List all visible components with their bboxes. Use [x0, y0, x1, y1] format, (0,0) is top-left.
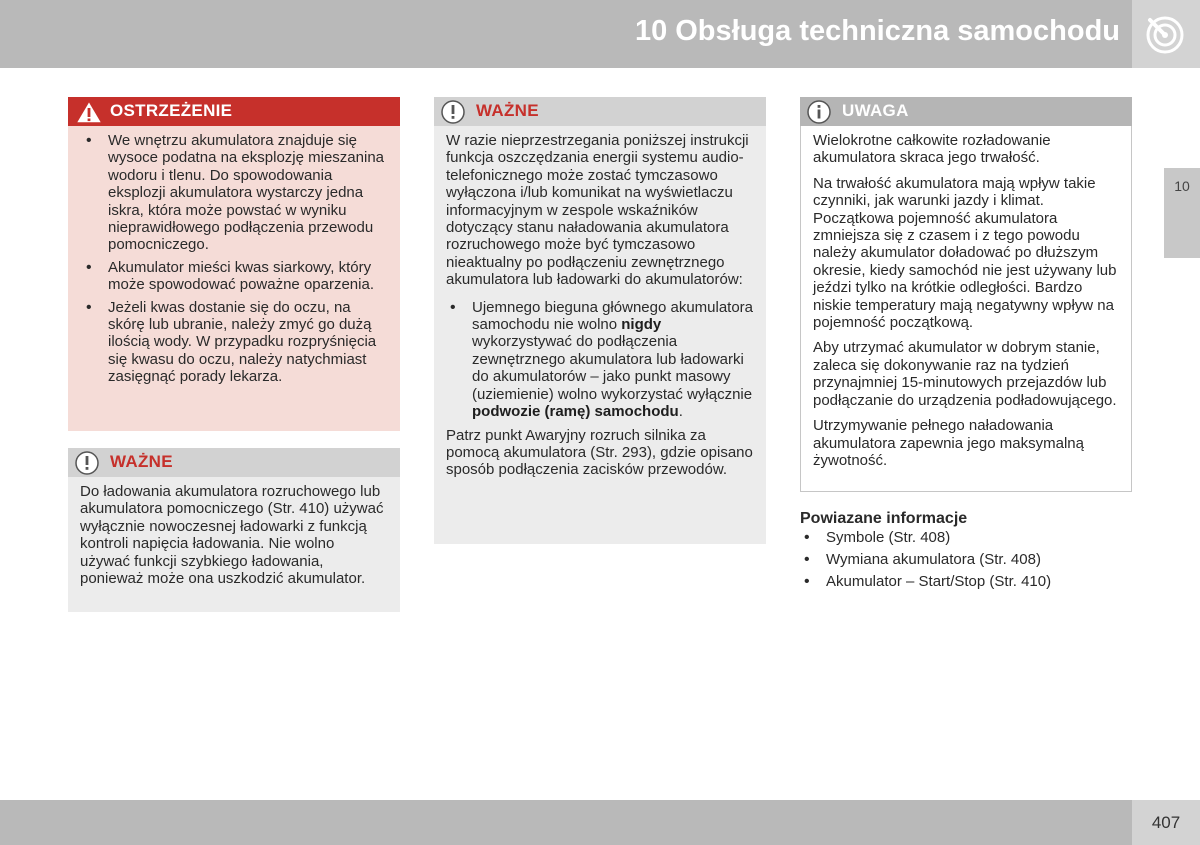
important-label: WAŻNE [110, 452, 173, 471]
related-info-title: Powiazane informacje [800, 510, 968, 527]
warning-item: • Jeżeli kwas dostanie się do oczu, na skórę lub ubranie, należy zmyć go dużą ilością wody. W przypadku rozpryśnięcia się kwasu do oczu, należy natychmiast zasięgnąć porady lekarza. [82, 299, 386, 386]
warning-label: OSTRZEŻENIE [110, 101, 233, 120]
header-icon-box [1132, 0, 1200, 68]
important-box-middle-body [434, 126, 766, 544]
chapter-title: 10 Obsługa techniczna samochodu [634, 15, 1120, 47]
bullet-bold-part: podwozie (ramę) samochodu [472, 403, 679, 421]
warning-item: • Akumulator mieści kwas siarkowy, który może spowodować poważne oparzenia. [82, 259, 386, 294]
important-left-text: Do ładowania akumulatora rozruchowego lub akumulatora pomocniczego (Str. 410) używać wyłącznie nowoczesnej ładowarki z funkcją kontroli napięcia ładowania. Nie wolno używać funkcji szybkiego ładowania, ponieważ może ona uszkodzić akumulator. [80, 483, 384, 588]
important-middle-intro: W razie nieprzestrzegania poniższej instrukcji funkcja oszczędzania energii systemu audio-telefonicznego może zostać tymczasowo wyłączona i/lub komunikat na wyświetlaczu informacyjnym w zespole wskaźników dotyczący stanu naładowania akumulatora rozruchowego może być tymczasowo nieaktualny po podłączeniu zewnętrznego akumulatora lub ładowarki do akumulatorów: [446, 132, 749, 289]
page-number: 407 [1151, 813, 1181, 832]
note-paragraph: Na trwałość akumulatora mają wpływ takie czynniki, jak warunki jazdy i klimat. Początkowa pojemność akumulatora zmniejsza się z czasem i z tego powodu należy akumulator doładować po dłuższym okresie, kiedy samochód nie jest używany lub jeździ tylko na krótkie odległości. Bardzo niskie temperatury mają negatywny wpływ na pojemność początkową. [813, 174, 1117, 332]
chapter-tab[interactable] [1164, 168, 1200, 258]
bullet-text-part: Ujemnego bieguna głównego akumulatora samochodu nie wolno [472, 298, 754, 334]
warning-box [68, 97, 400, 431]
important-box-left-header [68, 448, 400, 477]
bullet-text-part: . [678, 403, 683, 421]
related-info-list [800, 529, 1130, 595]
warning-box-header [68, 97, 400, 126]
important-box-middle-header [434, 97, 766, 126]
wrench-gear-icon [1144, 14, 1186, 56]
page-footer [0, 800, 1132, 845]
bullet-text-part: wykorzystywać do podłączenia zewnętrznego akumulatora lub ładowarki do akumulatorów – jako punkt masowy (uziemienie) wolno wykorzystać wyłącznie [472, 333, 753, 403]
related-link[interactable]: • Symbole (Str. 408) [800, 529, 1130, 546]
note-box-body [800, 126, 1132, 492]
note-paragraph: Wielokrotne całkowite rozładowanie akumulatora skraca jego trwałość. [813, 132, 1051, 167]
warning-triangle-icon [74, 99, 104, 125]
warning-box-body [68, 126, 400, 431]
page-header [0, 0, 1132, 68]
important-middle-bullet [446, 299, 754, 421]
page-number-box [1132, 800, 1200, 845]
note-box-header [800, 97, 1132, 126]
related-link[interactable]: • Wymiana akumulatora (Str. 408) [800, 551, 1130, 568]
important-label: WAŻNE [476, 101, 539, 120]
note-paragraph: Aby utrzymać akumulator w dobrym stanie, zaleca się dokonywanie raz na tydzień przynajmniej 15-minutowych przejazdów lub podłączanie do urządzenia podładowującego. [813, 339, 1117, 409]
important-box-left-body [68, 477, 400, 612]
chapter-tab-number: 10 [1174, 178, 1190, 194]
info-circle-icon [806, 99, 832, 125]
exclamation-circle-icon [74, 450, 100, 476]
exclamation-circle-icon [440, 99, 466, 125]
note-paragraph: Utrzymywanie pełnego naładowania akumulatora zapewnia jego maksymalną żywotność. [813, 417, 1084, 469]
note-label: UWAGA [842, 101, 909, 120]
warning-item: • We wnętrzu akumulatora znajduje się wysoce podatna na eksplozję mieszanina wodoru i tlenu. Do spowodowania eksplozji akumulatora wystarczy jedna iskra, która może powstać w wyniku nieprawidłowego podłączenia przewodu pomocniczego. [82, 132, 386, 254]
important-middle-outro: Patrz punkt Awaryjny rozruch silnika za pomocą akumulatora (Str. 293), gdzie opisano sposób podłączenia zacisków przewodów. [446, 426, 753, 479]
note-box [800, 97, 1132, 492]
important-box-middle [434, 97, 766, 544]
important-box-left [68, 448, 400, 612]
bullet-bold-part: nigdy [621, 316, 662, 334]
related-link[interactable]: • Akumulator – Start/Stop (Str. 410) [800, 573, 1130, 590]
